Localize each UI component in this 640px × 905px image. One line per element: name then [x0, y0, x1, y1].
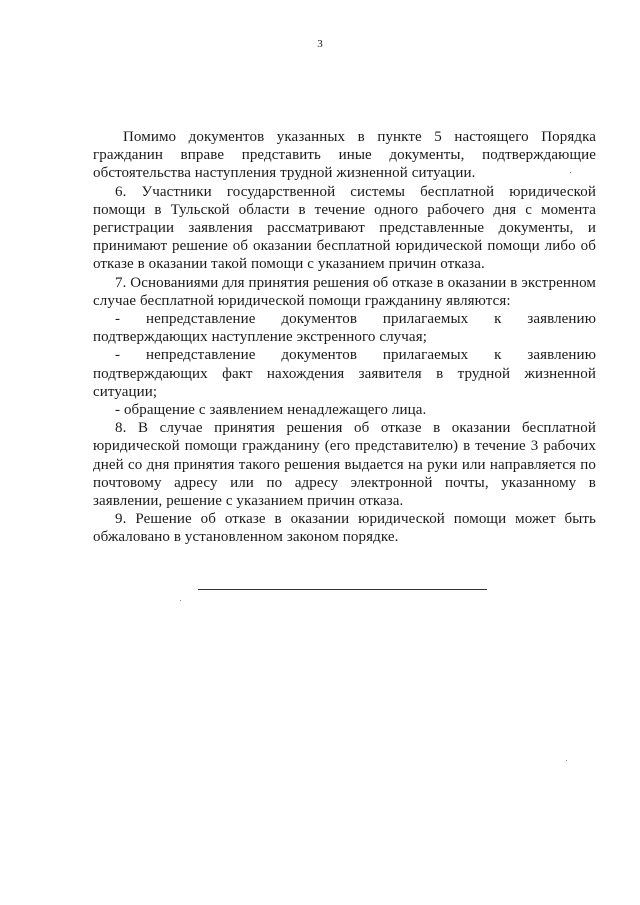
scan-speck: [570, 172, 571, 173]
scan-speck: [180, 600, 181, 601]
scan-speck: [566, 760, 567, 761]
paragraph-additional-documents: Помимо документов указанных в пункте 5 настоящего Порядка гражданин вправе представить иные документы, подтверждающие обстоятельства наступления трудной жизненной ситуации.: [93, 129, 596, 182]
list-item-improper-person: - обращение с заявлением ненадлежащего лица.: [115, 402, 427, 419]
paragraph-7: 7. Основаниями для принятия решения об отказе в оказании в экстренном случае бесплатной юридической помощи гражданину являются:: [93, 274, 596, 309]
document-body: [93, 128, 596, 547]
page-number: 3: [317, 38, 323, 50]
paragraph-6: 6. Участники государственной системы бесплатной юридической помощи в Тульской области в течение одного рабочего дня с момента регистрации заявления рассматривают представленные документы, и принимают решение об оказании бесплатной юридической помощи либо об отказе в оказании такой помощи с указанием причин отказа.: [93, 183, 596, 273]
list-item-hardship-documents: - непредставление документов прилагаемых к заявлению подтверждающих факт нахождения заявителя в трудной жизненной ситуации;: [93, 347, 596, 400]
paragraph-8: 8. В случае принятия решения об отказе в оказании бесплатной юридической помощи гражданину (его представителю) в течение 3 рабочих дней со дня принятия такого решения выдается на руки или направляется по почтовому адресу или по адресу электронной почты, указанному в заявлении, решение с указанием причин отказа.: [93, 420, 596, 510]
paragraph-9: 9. Решение об отказе в оказании юридической помощи может быть обжаловано в установленном законом порядке.: [93, 511, 596, 546]
closing-divider: [198, 589, 487, 590]
list-item-emergency-documents: - непредставление документов прилагаемых к заявлению подтверждающих наступление экстренного случая;: [93, 311, 596, 346]
